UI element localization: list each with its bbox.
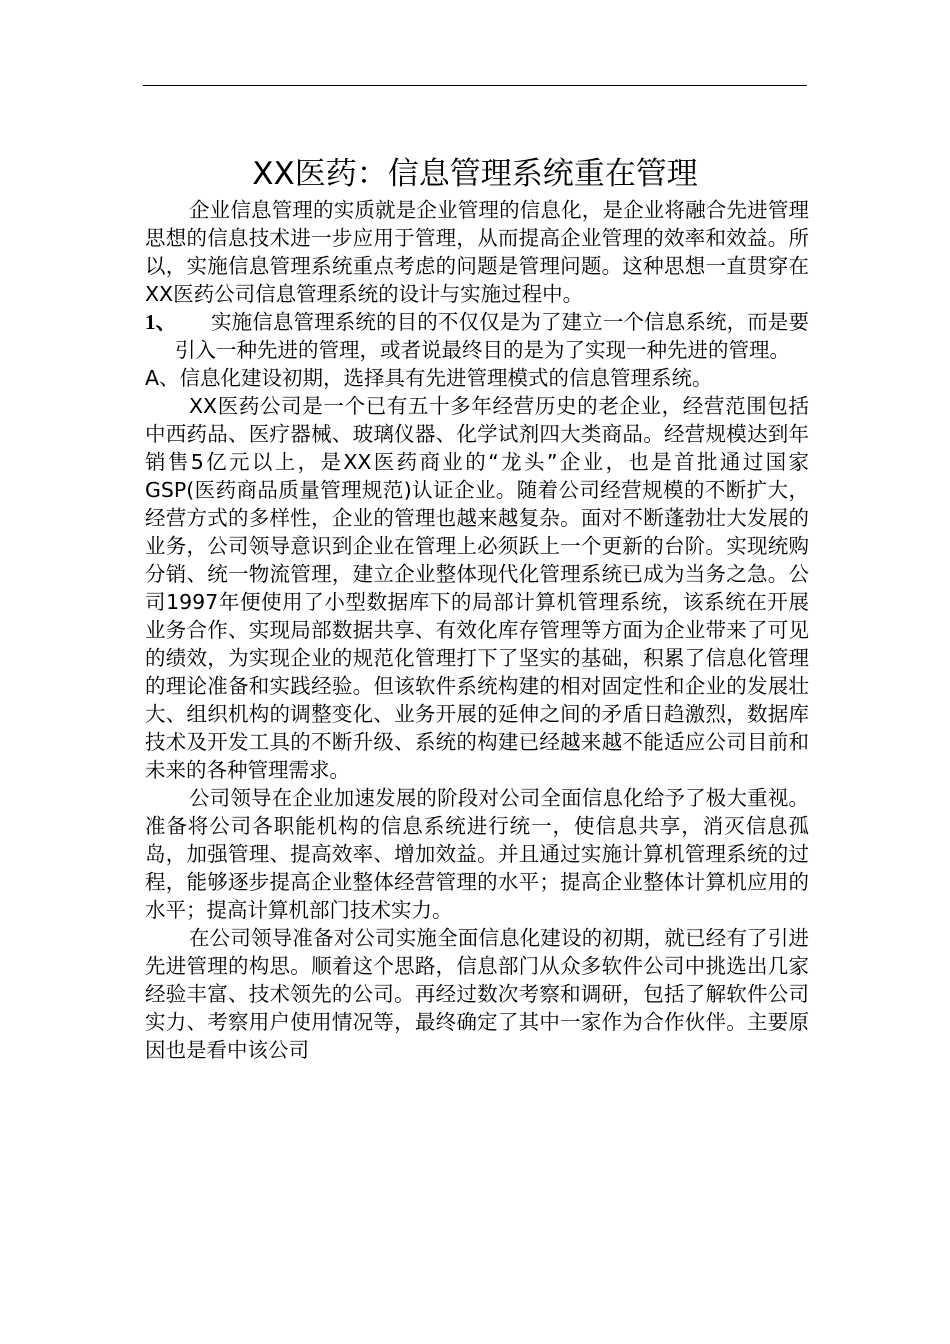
body-paragraph-1: XX医药公司是一个已有五十多年经营历史的老企业，经营范围包括中西药品、医疗器械、玻璃仪器、化学试剂四大类商品。经营规模达到年销售5亿元以上，是XX医药商业的“龙头”企业，也是首批通过国家GSP(医药商品质量管理规范)认证企业。随着公司经营规模的不断扩大，经营方式的多样性，企业的管理也越来越复杂。面对不断蓬勃壮大发展的业务，公司领导意识到企业在管理上必须跃上一个更新的台阶。实现统购分销、统一物流管理，建立企业整体现代化管理系统已成为当务之急。公司1997年便使用了小型数据库下的局部计算机管理系统，该系统在开展业务合作、实现局部数据共享、有效化库存管理等方面为企业带来了可见的绩效，为实现企业的规范化管理打下了坚实的基础，积累了信息化管理的理论准备和实践经验。但该软件系统构建的相对固定性和企业的发展壮大、组织机构的调整变化、业务开展的延伸之间的矛盾日趋激烈，数据库技术及开发工具的不断升级、系统的构建已经越来越不能适应公司目前和未来的各种管理需求。 [145, 394, 809, 782]
intro-paragraph: 企业信息管理的实质就是企业管理的信息化，是企业将融合先进管理思想的信息技术进一步应用于管理，从而提高企业管理的效率和效益。所以，实施信息管理系统重点考虑的问题是管理问题。这种思想一直贯穿在XX医药公司信息管理系统的设计与实施过程中。 [145, 198, 809, 306]
header-rule [143, 85, 807, 86]
body-paragraph-2: 公司领导在企业加速发展的阶段对公司全面信息化给予了极大重视。准备将公司各职能机构的信息系统进行统一，使信息共享，消灭信息孤岛，加强管理、提高效率、增加效益。并且通过实施计算机管理系统的过程，能够逐步提高企业整体经营管理的水平；提高企业整体计算机应用的水平；提高计算机部门技术实力。 [145, 786, 809, 922]
document-body [145, 196, 809, 1064]
numbered-item-1 [145, 308, 809, 364]
document-title: XX医药：信息管理系统重在管理 [252, 156, 698, 192]
body-paragraph-3: 在公司领导准备对公司实施全面信息化建设的初期，就已经有了引进先进管理的构思。顺着这个思路，信息部门从众多软件公司中挑选出几家经验丰富、技术领先的公司。再经过数次考察和调研，包括了解软件公司实力、考察用户使用情况等，最终确定了其中一家作为合作伙伴。主要原因也是看中该公司 [145, 926, 809, 1062]
item-text: 实施信息管理系统的目的不仅仅是为了建立一个信息系统，而是要引入一种先进的管理，或者说最终目的是为了实现一种先进的管理。 [175, 310, 809, 362]
subheading-a: A、信息化建设初期，选择具有先进管理模式的信息管理系统。 [145, 366, 713, 390]
item-number: 1、 [145, 310, 177, 334]
